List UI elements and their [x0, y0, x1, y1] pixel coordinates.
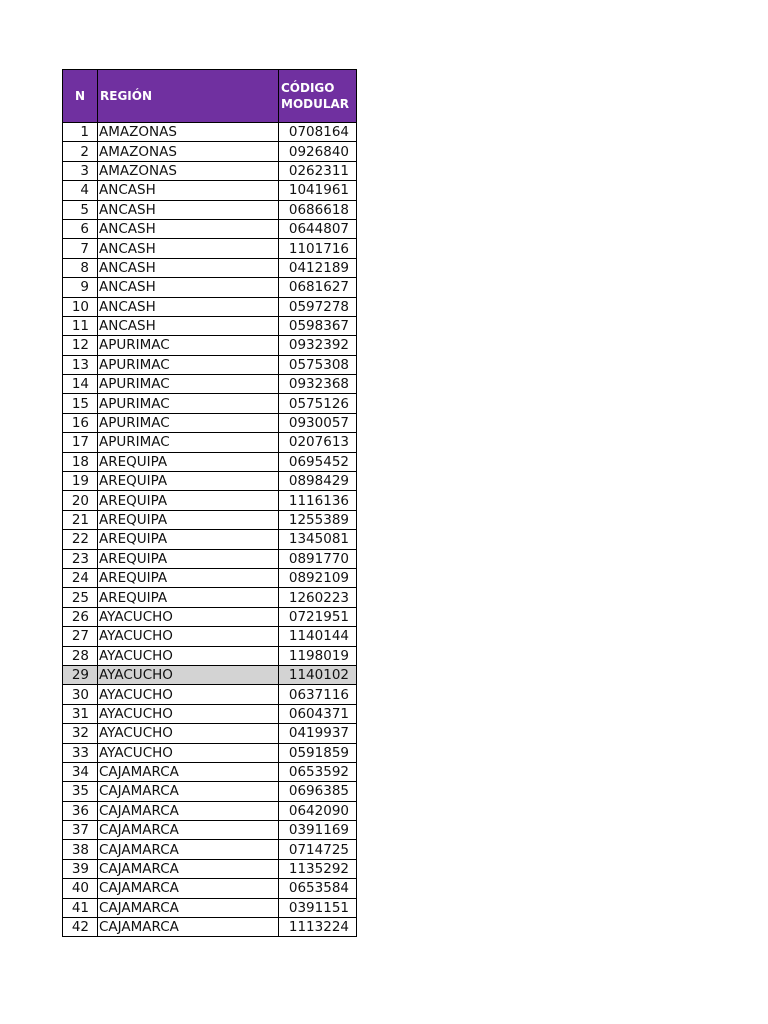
- table-row: [63, 316, 357, 335]
- row-number: 31: [63, 704, 98, 723]
- region-cell: ANCASH: [98, 181, 279, 200]
- table-row: [63, 239, 357, 258]
- region-cell: AREQUIPA: [98, 510, 279, 529]
- region-cell: AREQUIPA: [98, 549, 279, 568]
- header-region: REGIÓN: [98, 70, 279, 123]
- region-cell: APURIMAC: [98, 375, 279, 394]
- code-cell: 0932392: [279, 336, 357, 355]
- row-number: 29: [63, 665, 98, 684]
- region-cell: AREQUIPA: [98, 472, 279, 491]
- header-code-line1: CÓDIGO: [281, 81, 335, 95]
- header-code-line2: MODULAR: [281, 97, 350, 111]
- row-number: 14: [63, 375, 98, 394]
- row-number: 27: [63, 627, 98, 646]
- code-cell: 1140144: [279, 627, 357, 646]
- region-cell: AREQUIPA: [98, 530, 279, 549]
- code-cell: 1041961: [279, 181, 357, 200]
- region-cell: APURIMAC: [98, 394, 279, 413]
- region-cell: CAJAMARCA: [98, 898, 279, 917]
- table-row: [63, 627, 357, 646]
- row-number: 16: [63, 413, 98, 432]
- region-cell: AYACUCHO: [98, 627, 279, 646]
- code-cell: 0597278: [279, 297, 357, 316]
- code-cell: 0575308: [279, 355, 357, 374]
- region-cell: APURIMAC: [98, 433, 279, 452]
- row-number: 1: [63, 123, 98, 142]
- header-row: [63, 70, 357, 123]
- code-cell: 0591859: [279, 743, 357, 762]
- table-row: [63, 646, 357, 665]
- code-cell: 1101716: [279, 239, 357, 258]
- region-cell: APURIMAC: [98, 355, 279, 374]
- row-number: 9: [63, 278, 98, 297]
- code-cell: 0391151: [279, 898, 357, 917]
- region-cell: AREQUIPA: [98, 588, 279, 607]
- row-number: 32: [63, 724, 98, 743]
- region-cell: AYACUCHO: [98, 607, 279, 626]
- region-cell: CAJAMARCA: [98, 859, 279, 878]
- region-cell: CAJAMARCA: [98, 821, 279, 840]
- row-number: 19: [63, 472, 98, 491]
- table-row: [63, 394, 357, 413]
- code-cell: 0926840: [279, 142, 357, 161]
- header-code: [279, 70, 357, 123]
- table-row: [63, 859, 357, 878]
- row-number: 35: [63, 782, 98, 801]
- row-number: 10: [63, 297, 98, 316]
- code-cell: 0696385: [279, 782, 357, 801]
- row-number: 11: [63, 316, 98, 335]
- row-number: 30: [63, 685, 98, 704]
- code-cell: 1116136: [279, 491, 357, 510]
- table-row: [63, 297, 357, 316]
- region-cell: APURIMAC: [98, 413, 279, 432]
- table-row: [63, 278, 357, 297]
- table-row: [63, 782, 357, 801]
- table-row: [63, 704, 357, 723]
- row-number: 24: [63, 568, 98, 587]
- code-cell: 0708164: [279, 123, 357, 142]
- table-row: [63, 840, 357, 859]
- region-cell: CAJAMARCA: [98, 840, 279, 859]
- region-cell: CAJAMARCA: [98, 782, 279, 801]
- region-cell: AREQUIPA: [98, 568, 279, 587]
- code-cell: 0898429: [279, 472, 357, 491]
- region-cell: ANCASH: [98, 316, 279, 335]
- table-row: [63, 510, 357, 529]
- region-cell: AYACUCHO: [98, 743, 279, 762]
- table-row: [63, 142, 357, 161]
- row-number: 42: [63, 918, 98, 937]
- region-cell: AMAZONAS: [98, 123, 279, 142]
- table-row: [63, 452, 357, 471]
- table-row: [63, 181, 357, 200]
- code-cell: 0598367: [279, 316, 357, 335]
- region-cell: AMAZONAS: [98, 142, 279, 161]
- table-row: [63, 685, 357, 704]
- table-row: [63, 821, 357, 840]
- table-row: [63, 219, 357, 238]
- row-number: 28: [63, 646, 98, 665]
- table-row: [63, 879, 357, 898]
- region-cell: AYACUCHO: [98, 704, 279, 723]
- code-cell: 0932368: [279, 375, 357, 394]
- row-number: 40: [63, 879, 98, 898]
- region-cell: AYACUCHO: [98, 646, 279, 665]
- table-row: [63, 491, 357, 510]
- table-row: [63, 568, 357, 587]
- table-row: [63, 258, 357, 277]
- code-cell: 0695452: [279, 452, 357, 471]
- code-cell: 0391169: [279, 821, 357, 840]
- table-row: [63, 801, 357, 820]
- region-cell: ANCASH: [98, 258, 279, 277]
- row-number: 15: [63, 394, 98, 413]
- code-cell: 1198019: [279, 646, 357, 665]
- table-row: [63, 433, 357, 452]
- table-row: [63, 549, 357, 568]
- table-row: [63, 607, 357, 626]
- table-row: [63, 161, 357, 180]
- table-row: [63, 743, 357, 762]
- row-number: 20: [63, 491, 98, 510]
- table-row: [63, 918, 357, 937]
- row-number: 41: [63, 898, 98, 917]
- code-cell: 0892109: [279, 568, 357, 587]
- code-cell: 0721951: [279, 607, 357, 626]
- table-row: [63, 375, 357, 394]
- code-cell: 0419937: [279, 724, 357, 743]
- row-number: 36: [63, 801, 98, 820]
- code-cell: 0604371: [279, 704, 357, 723]
- table-header: [63, 70, 357, 123]
- region-cell: AYACUCHO: [98, 665, 279, 684]
- row-number: 37: [63, 821, 98, 840]
- row-number: 2: [63, 142, 98, 161]
- region-cell: AYACUCHO: [98, 724, 279, 743]
- code-cell: 0686618: [279, 200, 357, 219]
- region-cell: AYACUCHO: [98, 685, 279, 704]
- row-number: 17: [63, 433, 98, 452]
- region-cell: APURIMAC: [98, 336, 279, 355]
- table-row: [63, 530, 357, 549]
- row-number: 34: [63, 762, 98, 781]
- row-number: 23: [63, 549, 98, 568]
- school-table: [62, 69, 357, 937]
- region-cell: ANCASH: [98, 278, 279, 297]
- region-cell: AREQUIPA: [98, 452, 279, 471]
- row-number: 13: [63, 355, 98, 374]
- code-cell: 0681627: [279, 278, 357, 297]
- table-row: [63, 898, 357, 917]
- region-cell: CAJAMARCA: [98, 801, 279, 820]
- row-number: 8: [63, 258, 98, 277]
- code-cell: 0653592: [279, 762, 357, 781]
- code-cell: 1345081: [279, 530, 357, 549]
- region-cell: ANCASH: [98, 239, 279, 258]
- region-cell: AMAZONAS: [98, 161, 279, 180]
- code-cell: 0644807: [279, 219, 357, 238]
- region-cell: CAJAMARCA: [98, 879, 279, 898]
- table-row: [63, 336, 357, 355]
- code-cell: 1255389: [279, 510, 357, 529]
- row-number: 38: [63, 840, 98, 859]
- code-cell: 1135292: [279, 859, 357, 878]
- row-number: 12: [63, 336, 98, 355]
- row-number: 18: [63, 452, 98, 471]
- row-number: 39: [63, 859, 98, 878]
- code-cell: 0891770: [279, 549, 357, 568]
- region-cell: ANCASH: [98, 297, 279, 316]
- table-row: [63, 762, 357, 781]
- code-cell: 0637116: [279, 685, 357, 704]
- table-row: [63, 665, 357, 684]
- table-row: [63, 200, 357, 219]
- region-cell: CAJAMARCA: [98, 762, 279, 781]
- table-row: [63, 472, 357, 491]
- table-row: [63, 588, 357, 607]
- code-cell: 0207613: [279, 433, 357, 452]
- table-row: [63, 123, 357, 142]
- table-row: [63, 355, 357, 374]
- row-number: 5: [63, 200, 98, 219]
- row-number: 25: [63, 588, 98, 607]
- region-cell: AREQUIPA: [98, 491, 279, 510]
- code-cell: 0642090: [279, 801, 357, 820]
- code-cell: 0653584: [279, 879, 357, 898]
- table-row: [63, 724, 357, 743]
- region-cell: ANCASH: [98, 219, 279, 238]
- code-cell: 0262311: [279, 161, 357, 180]
- row-number: 26: [63, 607, 98, 626]
- code-cell: 0714725: [279, 840, 357, 859]
- row-number: 4: [63, 181, 98, 200]
- row-number: 6: [63, 219, 98, 238]
- code-cell: 0930057: [279, 413, 357, 432]
- row-number: 7: [63, 239, 98, 258]
- code-cell: 0575126: [279, 394, 357, 413]
- row-number: 33: [63, 743, 98, 762]
- table-body: [63, 123, 357, 937]
- table-row: [63, 413, 357, 432]
- code-cell: 1260223: [279, 588, 357, 607]
- code-cell: 1140102: [279, 665, 357, 684]
- row-number: 21: [63, 510, 98, 529]
- header-n: N: [63, 70, 98, 123]
- row-number: 3: [63, 161, 98, 180]
- region-cell: ANCASH: [98, 200, 279, 219]
- region-cell: CAJAMARCA: [98, 918, 279, 937]
- code-cell: 1113224: [279, 918, 357, 937]
- code-cell: 0412189: [279, 258, 357, 277]
- row-number: 22: [63, 530, 98, 549]
